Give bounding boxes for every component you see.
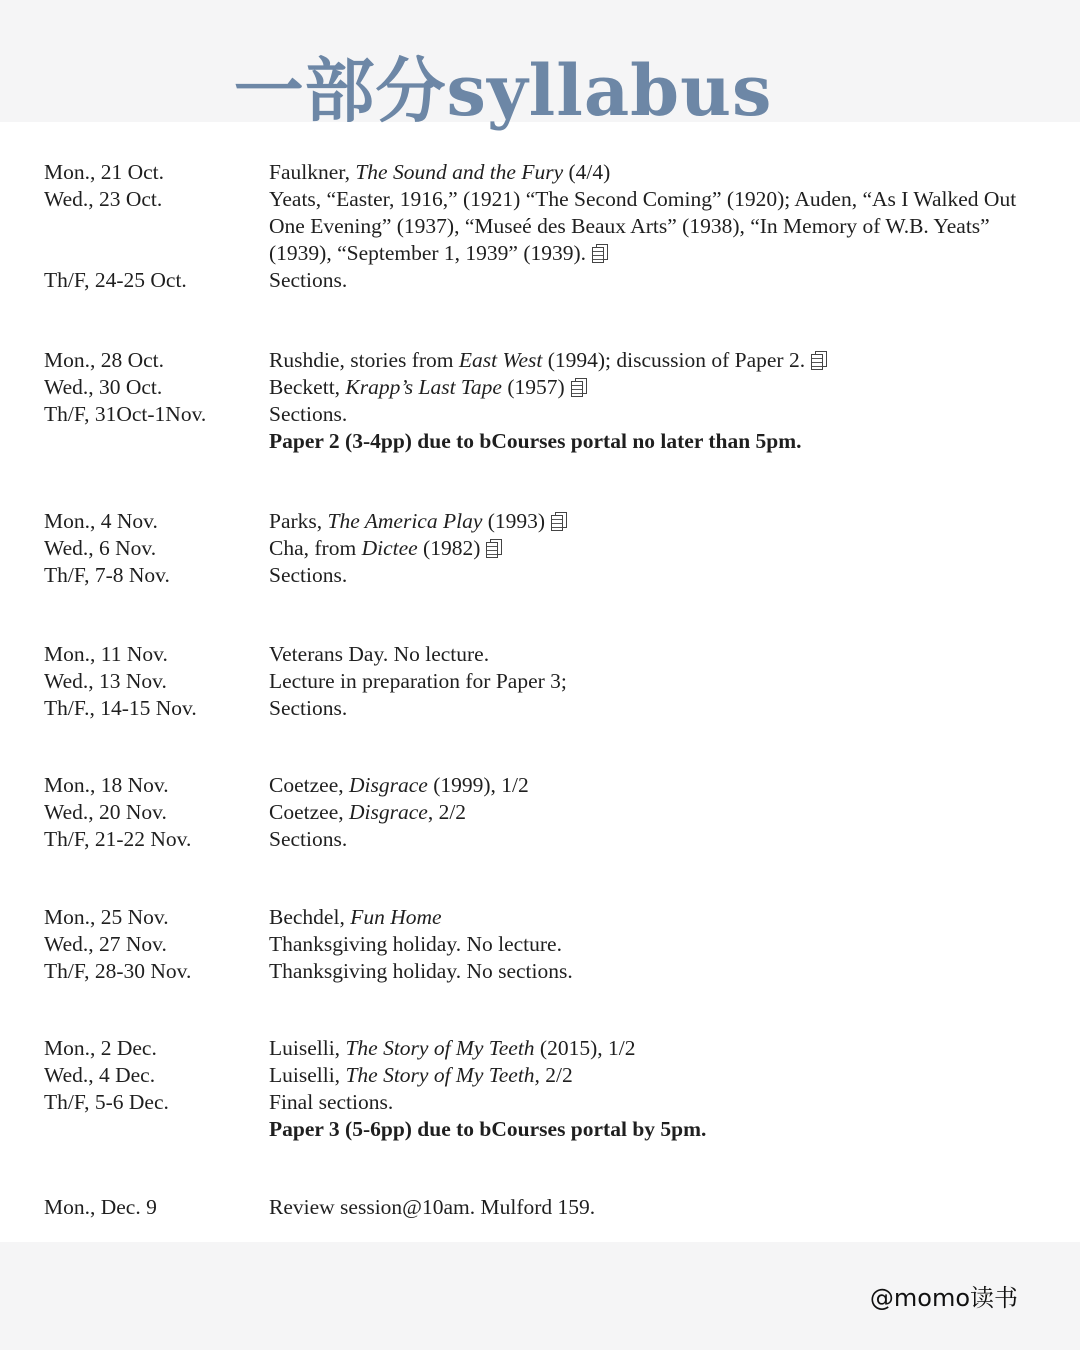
course-reader-icon [592, 244, 607, 262]
deadline-notice: Paper 2 (3-4pp) due to bCourses portal no later than 5pm. [269, 429, 802, 453]
date-label: Th/F, 31Oct-1Nov. [44, 402, 207, 426]
date-label: Wed., 20 Nov. [44, 800, 167, 824]
course-reader-icon [811, 351, 826, 369]
syllabus-page [0, 122, 1080, 1242]
date-label: Mon., 4 Nov. [44, 509, 158, 533]
date-label: Mon., 21 Oct. [44, 160, 165, 184]
reading-item: Final sections. [269, 1090, 394, 1114]
date-label: Wed., 13 Nov. [44, 669, 167, 693]
reading-column [269, 347, 1044, 455]
date-label: Th/F, 24-25 Oct. [44, 268, 187, 292]
date-column [44, 1194, 269, 1221]
reading-item: Faulkner, The Sound and the Fury (4/4) [269, 160, 611, 184]
date-column [44, 904, 269, 985]
reading-item: Thanksgiving holiday. No sections. [269, 959, 573, 983]
reading-column [269, 508, 1044, 589]
date-label: Wed., 30 Oct. [44, 375, 163, 399]
reading-item: Luiselli, The Story of My Teeth, 2/2 [269, 1063, 573, 1087]
date-column [44, 772, 269, 853]
reading-item: Sections. [269, 827, 348, 851]
reading-item: Cha, from Dictee (1982) [269, 535, 1044, 562]
reading-item: Coetzee, Disgrace, 2/2 [269, 800, 467, 824]
reading-item: Sections. [269, 402, 348, 426]
reading-item: Luiselli, The Story of My Teeth (2015), 1/2 [269, 1036, 636, 1060]
reading-item: Sections. [269, 268, 348, 292]
course-reader-icon [551, 512, 566, 530]
reading-item: Parks, The America Play (1993) [269, 508, 1044, 535]
course-reader-icon [571, 378, 586, 396]
date-label: Th/F, 5-6 Dec. [44, 1090, 169, 1114]
date-column [44, 508, 269, 589]
reading-item: Veterans Day. No lecture. [269, 642, 490, 666]
schedule-week [44, 508, 1044, 589]
reading-column [269, 159, 1044, 294]
schedule-week [44, 641, 1044, 722]
reading-item: Coetzee, Disgrace (1999), 1/2 [269, 773, 529, 797]
schedule-week [44, 772, 1044, 853]
date-column [44, 641, 269, 722]
reading-item: Yeats, “Easter, 1916,” (1921) “The Second Coming” (1920); Auden, “As I Walked Out One Evening” (1937), “Museé des Beaux Arts” (1938), “In Memory of W.B. Yeats” (1939), “September 1, 1939” (1939). [269, 187, 1017, 265]
date-label: Mon., Dec. 9 [44, 1195, 157, 1219]
reading-item: Sections. [269, 696, 348, 720]
reading-item: Bechdel, Fun Home [269, 905, 442, 929]
page-title: 一部分syllabus [233, 49, 773, 132]
schedule-week [44, 904, 1044, 985]
reading-item: Review session@10am. Mulford 159. [269, 1195, 596, 1219]
author-watermark: @momo读书 [869, 1284, 1018, 1312]
schedule-week [44, 1194, 1044, 1221]
schedule-week [44, 1035, 1044, 1143]
date-label: Mon., 2 Dec. [44, 1036, 157, 1060]
date-label: Wed., 6 Nov. [44, 536, 157, 560]
date-label: Th/F, 7-8 Nov. [44, 563, 170, 587]
date-label: Wed., 27 Nov. [44, 932, 167, 956]
schedule-week [44, 159, 1044, 294]
reading-column [269, 1194, 1044, 1221]
reading-item: Beckett, Krapp’s Last Tape (1957) [269, 374, 1044, 401]
reading-item: Sections. [269, 563, 348, 587]
date-label: Mon., 11 Nov. [44, 642, 168, 666]
date-label: Wed., 4 Dec. [44, 1063, 156, 1087]
reading-item: Lecture in preparation for Paper 3; [269, 669, 567, 693]
date-label: Mon., 28 Oct. [44, 348, 165, 372]
deadline-notice: Paper 3 (5-6pp) due to bCourses portal by 5pm. [269, 1117, 707, 1141]
date-column [44, 1035, 269, 1143]
date-label: Mon., 25 Nov. [44, 905, 169, 929]
date-label: Th/F, 28-30 Nov. [44, 959, 192, 983]
date-column [44, 159, 269, 294]
reading-column [269, 904, 1044, 985]
date-label: Th/F, 21-22 Nov. [44, 827, 192, 851]
reading-column [269, 641, 1044, 722]
date-column [44, 347, 269, 455]
date-label: Th/F., 14-15 Nov. [44, 696, 197, 720]
date-label: Mon., 18 Nov. [44, 773, 169, 797]
reading-column [269, 772, 1044, 853]
reading-item: Rushdie, stories from East West (1994); discussion of Paper 2. [269, 347, 1044, 374]
date-label: Wed., 23 Oct. [44, 187, 163, 211]
course-reader-icon [486, 539, 501, 557]
reading-item: Thanksgiving holiday. No lecture. [269, 932, 562, 956]
schedule-week [44, 347, 1044, 455]
reading-column [269, 1035, 1044, 1143]
